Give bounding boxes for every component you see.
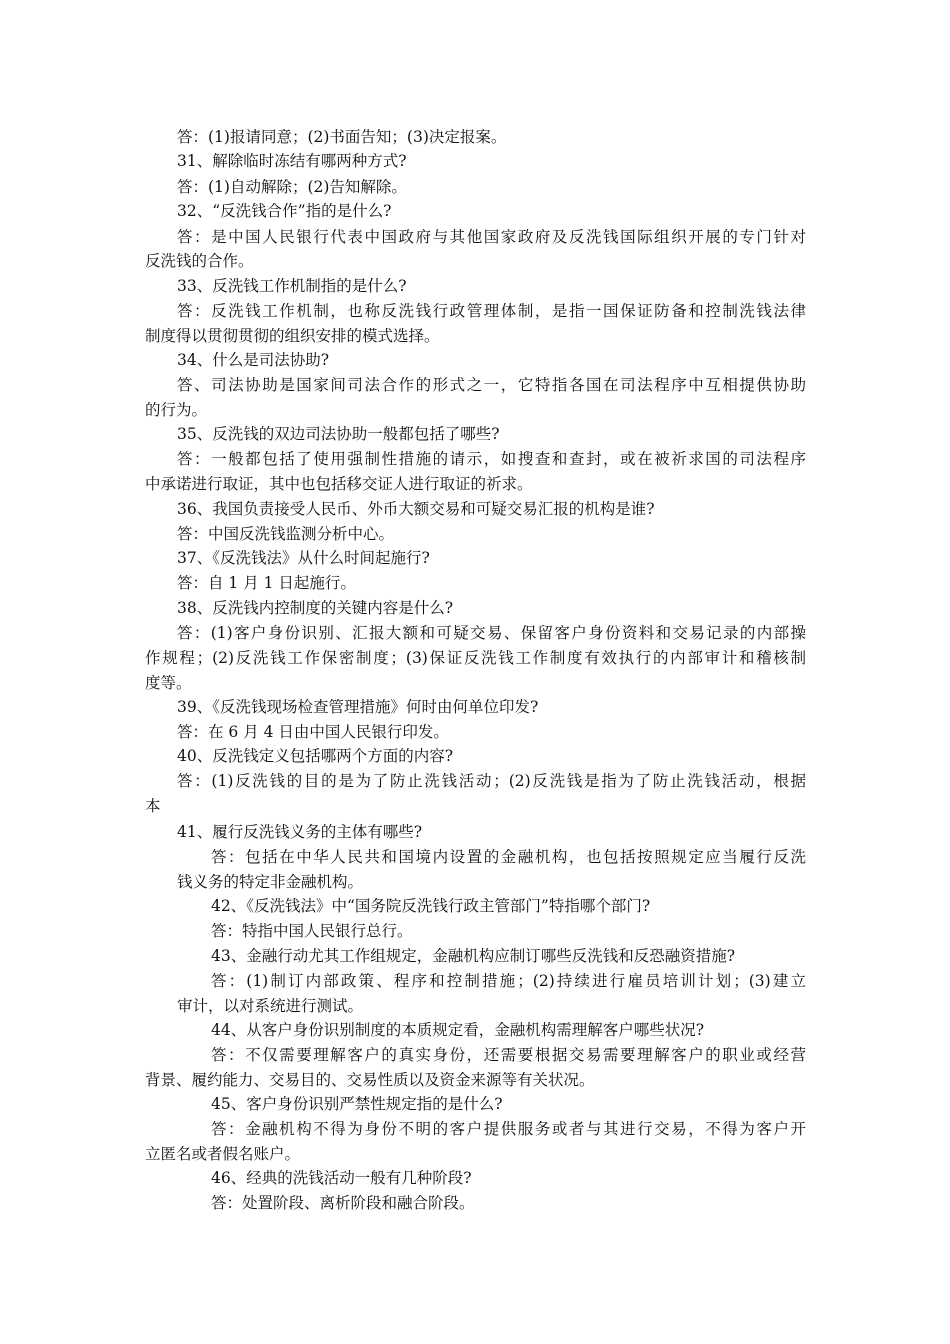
question-46: 46、经典的洗钱活动一般有几种阶段? [211, 1169, 472, 1187]
question-42: 42、《反洗钱法》中“国务院反洗钱行政主管部门”特指哪个部门? [211, 897, 651, 915]
question-33: 33、反洗钱工作机制指的是什么? [177, 277, 407, 295]
answer-38-line-2: 作规程；(2)反洗钱工作保密制度；(3)保证反洗钱工作制度有效执行的内部审计和稽核制 [145, 649, 806, 667]
question-31: 31、解除临时冻结有哪两种方式? [177, 152, 407, 170]
answer-34-line-1: 答、司法协助是国家间司法合作的形式之一，它特指各国在司法程序中互相提供协助 [177, 376, 806, 394]
answer-43-line-2: 审计，以对系统进行测试。 [177, 997, 364, 1015]
answer-38-line-1: 答：(1)客户身份识别、汇报大额和可疑交易、保留客户身份资料和交易记录的内部操 [177, 624, 806, 642]
question-40: 40、反洗钱定义包括哪两个方面的内容? [177, 747, 454, 765]
answer-44-line-2: 背景、履约能力、交易目的、交易性质以及资金来源等有关状况。 [145, 1071, 595, 1089]
answer-44-line-1: 答：不仅需要理解客户的真实身份，还需要根据交易需要理解客户的职业或经营 [211, 1046, 806, 1064]
answer-38-line-3: 度等。 [145, 674, 192, 692]
answer-32-line-1: 答：是中国人民银行代表中国政府与其他国家政府及反洗钱国际组织开展的专门针对 [177, 228, 806, 246]
answer-41-line-1: 答：包括在中华人民共和国境内设置的金融机构，也包括按照规定应当履行反洗 [211, 848, 806, 866]
question-44: 44、从客户身份识别制度的本质规定看，金融机构需理解客户哪些状况? [211, 1021, 705, 1039]
question-38: 38、反洗钱内控制度的关键内容是什么? [177, 599, 454, 617]
question-34: 34、什么是司法协助? [177, 351, 330, 369]
answer-43-line-1: 答：(1)制订内部政策、程序和控制措施；(2)持续进行雇员培训计划；(3)建立 [211, 972, 806, 990]
question-41: 41、履行反洗钱义务的主体有哪些? [177, 823, 423, 841]
answer-42: 答：特指中国人民银行总行。 [211, 922, 413, 940]
answer-33-line-2: 制度得以贯彻贯彻的组织安排的模式选择。 [145, 327, 440, 345]
answer-34-line-2: 的行为。 [145, 401, 208, 419]
question-37: 37、《反洗钱法》从什么时间起施行? [177, 549, 430, 567]
answer-36: 答：中国反洗钱监测分析中心。 [177, 525, 395, 543]
answer-39: 答：在 6 月 4 日由中国人民银行印发。 [177, 723, 449, 741]
question-35: 35、反洗钱的双边司法协助一般都包括了哪些? [177, 425, 500, 443]
answer-35-line-2: 中承诺进行取证，其中也包括移交证人进行取证的祈求。 [145, 475, 533, 493]
answer-46: 答：处置阶段、离析阶段和融合阶段。 [211, 1194, 475, 1212]
answer-37: 答：自 1 月 1 日起施行。 [177, 574, 356, 592]
answer-33-line-1: 答：反洗钱工作机制，也称反洗钱行政管理体制，是指一国保证防备和控制洗钱法律 [177, 302, 806, 320]
question-39: 39、《反洗钱现场检查管理措施》何时由何单位印发? [177, 698, 539, 716]
question-45: 45、客户身份识别严禁性规定指的是什么? [211, 1095, 503, 1113]
answer-45-line-1: 答：金融机构不得为身份不明的客户提供服务或者与其进行交易，不得为客户开 [211, 1120, 806, 1138]
answer-41-line-2: 钱义务的特定非金融机构。 [177, 873, 364, 891]
answer-40-line-2: 本 [145, 797, 161, 815]
answer-45-line-2: 立匿名或者假名账户。 [145, 1145, 301, 1163]
answer-40-line-1: 答：(1)反洗钱的目的是为了防止洗钱活动；(2)反洗钱是指为了防止洗钱活动，根据 [177, 772, 806, 790]
question-43: 43、金融行动尤其工作组规定，金融机构应制订哪些反洗钱和反恐融资措施? [211, 947, 736, 965]
answer-30: 答：(1)报请同意；(2)书面告知；(3)决定报案。 [177, 128, 507, 146]
answer-35-line-1: 答：一般都包括了使用强制性措施的请示，如搜查和查封，或在被祈求国的司法程序 [177, 450, 806, 468]
answer-31: 答：(1)自动解除；(2)告知解除。 [177, 178, 407, 196]
question-36: 36、我国负责接受人民币、外币大额交易和可疑交易汇报的机构是谁? [177, 500, 655, 518]
answer-32-line-2: 反洗钱的合作。 [145, 252, 254, 270]
question-32: 32、“反洗钱合作”指的是什么? [177, 202, 392, 220]
